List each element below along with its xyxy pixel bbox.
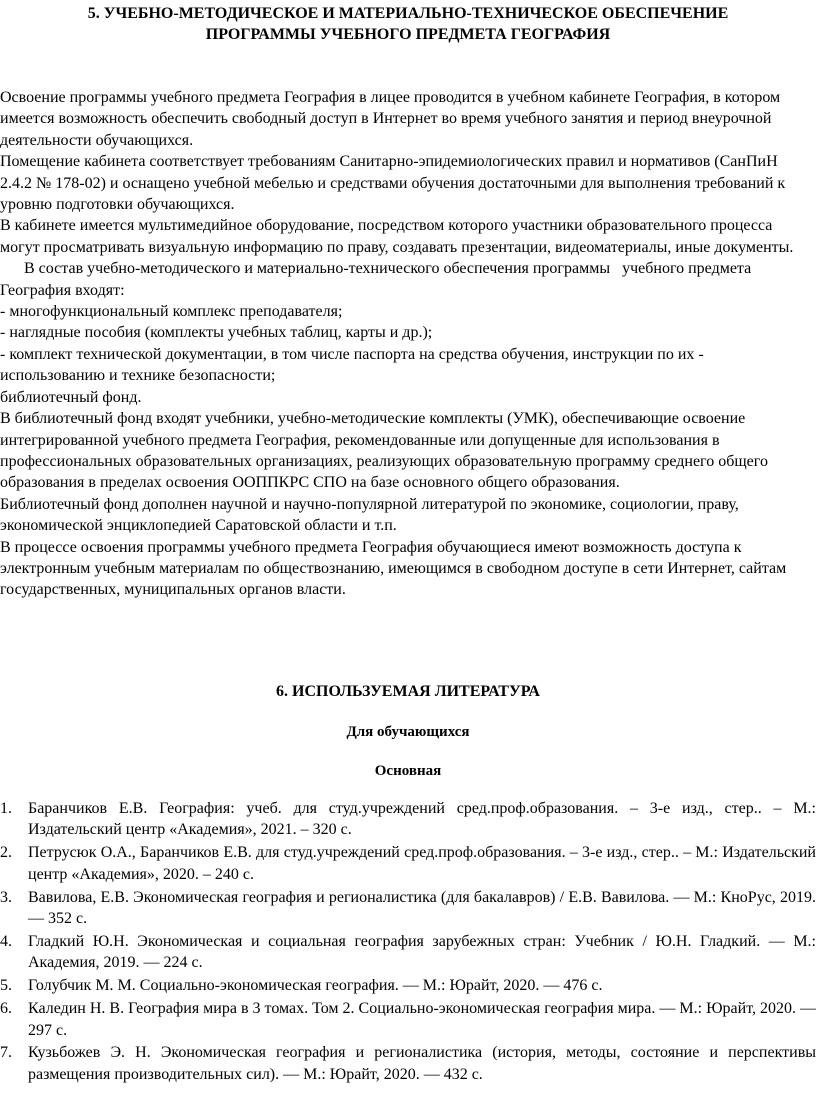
- list-item: - комплект технической документации, в том числе паспорта на средства обучения, инструкции по их - использованию и технике безопасности;: [0, 345, 704, 385]
- reference-text: Каледин Н. В. География мира в 3 томах. Том 2. Социально-экономическая география мира. — М.: Юрайт, 2020. — 297 с.: [28, 1000, 816, 1039]
- reference-text: Вавилова, Е.В. Экономическая география и регионалистика (для бакалавров) / Е.В. Вавилова. — М.: КноРус, 2019. — 352 c.: [28, 888, 816, 928]
- reference-number: 6.: [0, 1000, 12, 1018]
- reference-item: [0, 842, 816, 885]
- reference-text: Голубчик М. М. Социально-экономическая география. — М.: Юрайт, 2020. — 476 с.: [28, 977, 603, 995]
- section6-subsubtitle: Основная: [374, 763, 442, 779]
- list-item: - многофункциональный комплекс преподавателя;: [0, 303, 343, 321]
- reference-number: 7.: [0, 1044, 12, 1062]
- reference-item: [0, 1042, 816, 1085]
- reference-item: [0, 887, 816, 930]
- reference-item: [0, 798, 816, 841]
- list-item: - наглядные пособия (комплекты учебных таблиц, карты и др.);: [0, 324, 433, 342]
- section6-subtitle: Для обучающихся: [346, 724, 470, 740]
- paragraph: В процессе освоения программы учебного предмета География обучающиеся имеют возможность доступа к электронным учебным материалам по обществознанию, имеющимся в свободном доступе в сети Интернет, сайтам государственных, муниципальных органов власти.: [0, 538, 787, 599]
- paragraph: В кабинете имеется мультимедийное оборудование, посредством которого участники образовательного процесса могут просматривать визуальную информацию по праву, создавать презентации, видеоматериалы, иные документы.: [0, 217, 794, 256]
- section6-title: 6. ИСПОЛЬЗУЕМАЯ ЛИТЕРАТУРА: [276, 683, 540, 700]
- section5-title-line1: 5. УЧЕБНО-МЕТОДИЧЕСКОЕ И МАТЕРИАЛЬНО-ТЕХНИЧЕСКОЕ ОБЕСПЕЧЕНИЕ: [87, 5, 729, 22]
- section5-title: [0, 3, 816, 45]
- reference-number: 4.: [0, 932, 12, 950]
- reference-number: 5.: [0, 977, 12, 995]
- paragraph: В библиотечный фонд входят учебники, учебно-методические комплекты (УМК), обеспечивающие освоение интегрированной учебного предмета География, рекомендованные или допущенные для использования в профессиональных образовательных организациях, реализующих образовательную программу среднего общего образования в пределах освоения ООППКРС СПО на базе основного общего образования.: [0, 410, 768, 492]
- reference-item: [0, 998, 816, 1041]
- paragraph: библиотечный фонд.: [0, 388, 142, 406]
- reference-number: 3.: [0, 888, 12, 906]
- reference-item: [0, 975, 816, 996]
- reference-item: [0, 931, 816, 974]
- reference-number: 1.: [0, 800, 12, 817]
- section5-title-line2: ПРОГРАММЫ УЧЕБНОГО ПРЕДМЕТА ГЕОГРАФИЯ: [205, 26, 611, 43]
- reference-text: Петрусюк О.А., Баранчиков Е.В. для студ.учреждений сред.проф.образования. – 3-е изд., стер.. – М.: Издательский центр «Академия», 2020. – 240 с.: [28, 844, 816, 883]
- paragraph: Библиотечный фонд дополнен научной и научно-популярной литературой по экономике, социологии, праву, экономической энциклопедией Саратовской области и т.п.: [0, 495, 739, 535]
- paragraph: Помещение кабинета соответствует требованиям Санитарно-эпидемиологических правил и нормативов (СанПиН 2.4.2 № 178-02) и оснащено учебной мебелью и средствами обучения достаточными для выполнения требований к уровню подготовки обучающихся.: [0, 153, 786, 214]
- paragraph: Освоение программы учебного предмета География в лицее проводится в учебном кабинете География, в котором имеется возможность обеспечить свободный доступ в Интернет во время учебного занятия и период внеурочной деятельности обучающихся.: [0, 89, 781, 149]
- paragraph: В состав учебно-методического и материально-технического обеспечения программы учебного предмета География входят:: [0, 260, 756, 299]
- reference-number: 2.: [0, 844, 12, 862]
- reference-text: Баранчиков Е.В. География: учеб. для студ.учреждений сред.проф.образования. – 3-е изд., стер.. – М.: Издательский центр «Академия», 2021. – 320 с.: [28, 800, 816, 839]
- reference-list: [0, 798, 816, 1087]
- reference-text: Кузьбожев Э. Н. Экономическая география и регионалистика (история, методы, состояние и перспективы размещения производительных сил). — М.: Юрайт, 2020. — 432 с.: [28, 1044, 816, 1083]
- section5-body: [0, 87, 812, 601]
- reference-text: Гладкий Ю.Н. Экономическая и социальная география зарубежных стран: Учебник / Ю.Н. Гладкий. — М.: Академия, 2019. — 224 c.: [28, 932, 816, 972]
